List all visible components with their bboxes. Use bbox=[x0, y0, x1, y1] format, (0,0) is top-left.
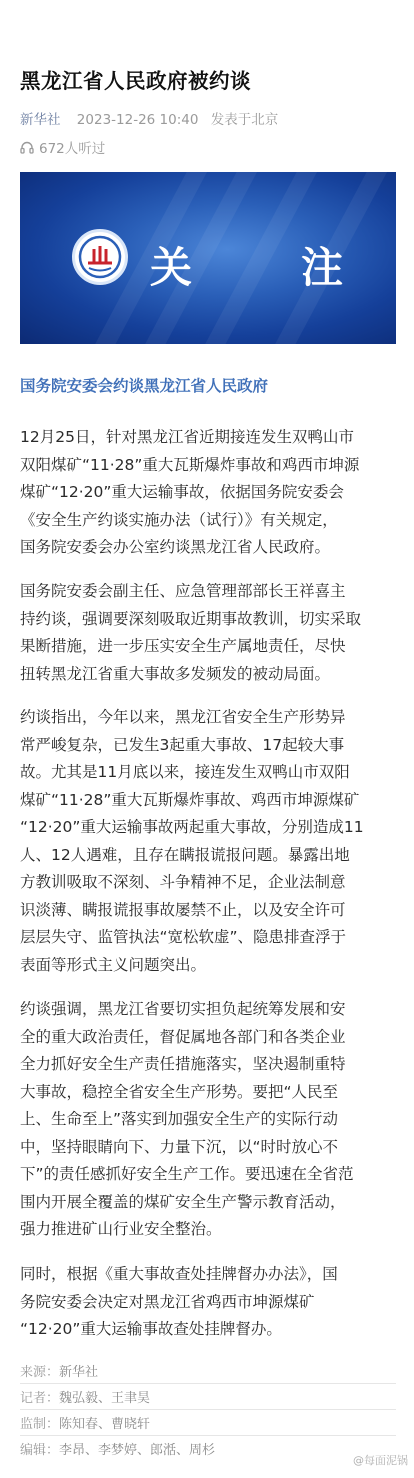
section-subhead: 国务院安委会约谈黑龙江省人民政府 bbox=[20, 377, 269, 395]
paragraph-line: 果断措施，进一步压实安全生产属地责任，尽快 bbox=[20, 637, 346, 655]
paragraph-line: 人、12人遇难，且存在瞒报谎报问题。暴露出地 bbox=[20, 845, 350, 864]
paragraph-line: 全力抓好安全生产责任措施落实，坚决遏制重特 bbox=[20, 1055, 346, 1073]
paragraph-line: 《安全生产约谈实施办法（试行）》有关规定， bbox=[20, 510, 338, 529]
paragraph-1 bbox=[20, 424, 396, 562]
watermark: @每面泥锅 bbox=[353, 1454, 408, 1467]
headphones-icon bbox=[20, 141, 34, 154]
paragraph-line: 强力推进矿山行业安全整治。 bbox=[20, 1220, 222, 1238]
publish-time: 2023-12-26 10:40 bbox=[76, 112, 199, 128]
paragraph-line: 识淡薄、瞒报谎报事故屡禁不止，以及安全许可 bbox=[20, 900, 346, 919]
paragraph-line: 表面等形式主义问题突出。 bbox=[20, 955, 207, 974]
paragraph-line: 务院安委会决定对黑龙江省鸡西市坤源煤矿 bbox=[20, 1292, 315, 1311]
paragraph-line: 扭转黑龙江省重大事故多发频发的被动局面。 bbox=[20, 664, 331, 683]
credit-row bbox=[20, 1361, 396, 1384]
source-link[interactable]: 新华社 bbox=[20, 112, 61, 128]
paragraph-line: 国务院安委会办公室约谈黑龙江省人民政府。 bbox=[20, 538, 331, 556]
paragraph-line: “12·20”重大运输事故查处挂牌督办。 bbox=[20, 1320, 282, 1338]
article-meta bbox=[20, 108, 278, 128]
paragraph-5 bbox=[20, 1261, 396, 1344]
credit-label: 编辑： bbox=[20, 1443, 60, 1458]
credit-row bbox=[20, 1413, 396, 1436]
publish-location: 发表于北京 bbox=[210, 112, 279, 128]
paragraph-3 bbox=[20, 704, 396, 979]
paragraph-line: 国务院安委会副主任、应急管理部部长王祥喜主 bbox=[20, 582, 346, 600]
xinhua-logo bbox=[72, 229, 128, 285]
paragraph-line: 持约谈，强调要深刻吸取近期事故教训，切实采取 bbox=[20, 609, 362, 628]
credit-row bbox=[20, 1387, 396, 1410]
banner-left-text: 关 bbox=[150, 243, 195, 292]
paragraph-line: 围内开展全覆盖的煤矿安全生产警示教育活动， bbox=[20, 1192, 346, 1211]
paragraph-4 bbox=[20, 996, 396, 1244]
paragraph-line: 层层失守、监管执法“宽松软虚”、隐患排查浮于 bbox=[20, 928, 347, 946]
paragraph-line: 上、生命至上”落实到加强安全生产的实际行动 bbox=[20, 1110, 339, 1128]
paragraph-line: 常严峻复杂，已发生3起重大事故、17起较大事 bbox=[20, 735, 345, 754]
credit-label: 记者： bbox=[20, 1391, 60, 1406]
credit-value: 陈知春、曹晓轩 bbox=[59, 1417, 151, 1432]
paragraph-line: 下”的责任感抓好安全生产工作。要迅速在全省范 bbox=[20, 1165, 354, 1183]
listen-count-text: 672人听过 bbox=[39, 141, 106, 157]
paragraph-line: 煤矿“12·20”重大运输事故，依据国务院安委会 bbox=[20, 483, 344, 501]
paragraph-line: 大事故，稳控全省安全生产形势。要把“人民至 bbox=[20, 1082, 339, 1101]
credit-label: 监制： bbox=[20, 1417, 60, 1432]
paragraph-line: 约谈指出，今年以来，黑龙江省安全生产形势异 bbox=[20, 708, 346, 726]
credit-value: 李昂、李梦婷、郎湉、周杉 bbox=[59, 1443, 216, 1458]
credit-value: 魏弘毅、王聿昊 bbox=[59, 1391, 151, 1406]
credit-label: 来源： bbox=[20, 1365, 60, 1380]
paragraph-line: 约谈强调，黑龙江省要切实担负起统筹发展和安 bbox=[20, 1000, 346, 1018]
paragraph-line: 煤矿“11·28”重大瓦斯爆炸事故、鸡西市坤源煤矿 bbox=[20, 790, 360, 809]
paragraph-line: 故。尤其是11月底以来，接连发生双鸭山市双阳 bbox=[20, 763, 350, 781]
paragraph-line: “12·20”重大运输事故两起重大事故，分别造成11 bbox=[20, 818, 364, 836]
credit-row bbox=[20, 1439, 396, 1461]
paragraph-2 bbox=[20, 578, 396, 688]
article-title: 黑龙江省人民政府被约谈 bbox=[20, 69, 251, 93]
listen-count[interactable] bbox=[20, 137, 105, 157]
credit-value: 新华社 bbox=[59, 1365, 99, 1380]
paragraph-line: 同时，根据《重大事故查处挂牌督办办法》，国 bbox=[20, 1265, 338, 1283]
paragraph-line: 中，坚持眼睛向下、力量下沉，以“时时放心不 bbox=[20, 1137, 339, 1156]
paragraph-line: 12月25日，针对黑龙江省近期接连发生双鸭山市 bbox=[20, 428, 354, 446]
paragraph-line: 方教训吸取不深刻、斗争精神不足，企业法制意 bbox=[20, 873, 346, 891]
paragraph-line: 双阳煤矿“11·28”重大瓦斯爆炸事故和鸡西市坤源 bbox=[20, 455, 360, 474]
banner-right-text: 注 bbox=[301, 243, 346, 292]
banner-image bbox=[20, 172, 396, 344]
paragraph-line: 全的重大政治责任，督促属地各部门和各类企业 bbox=[20, 1027, 346, 1046]
